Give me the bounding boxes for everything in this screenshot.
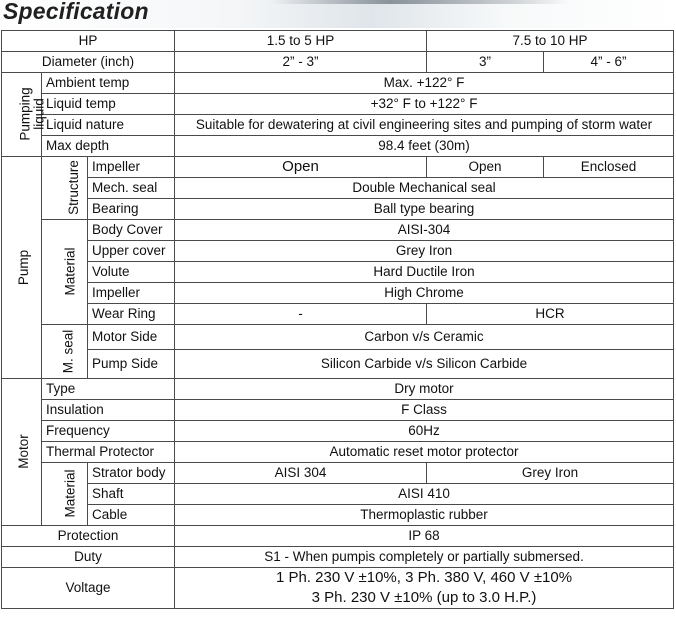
table-row	[2, 379, 674, 400]
liquid-temp-value: +32° F to +122° F	[175, 94, 674, 115]
hp-value-b: 7.5 to 10 HP	[427, 31, 674, 52]
impeller-type-value-a: Open	[175, 157, 427, 178]
impeller-type-value-b: Open	[427, 157, 544, 178]
body-cover-value: AISI-304	[175, 220, 674, 241]
mseal-label: M. seal	[60, 329, 76, 373]
frequency-label: Frequency	[42, 421, 175, 442]
table-row	[2, 52, 674, 73]
pump-label: Pump	[16, 249, 32, 285]
impeller-type-value-c: Enclosed	[544, 157, 674, 178]
impeller-material-value: High Chrome	[175, 283, 674, 304]
motor-type-value: Dry motor	[175, 379, 674, 400]
upper-cover-value: Grey Iron	[175, 241, 674, 262]
insulation-label: Insulation	[42, 400, 175, 421]
mech-seal-label: Mech. seal	[88, 178, 175, 199]
bearing-value: Ball type bearing	[175, 199, 674, 220]
duty-value: S1 - When pumpis completely or partially submersed.	[175, 547, 674, 568]
pumping-liquid-group-label	[2, 73, 47, 157]
hp-value-a: 1.5 to 5 HP	[175, 31, 427, 52]
strator-body-label: Strator body	[88, 463, 175, 484]
impeller-material-label: Impeller	[88, 283, 175, 304]
table-row	[2, 94, 674, 115]
table-row	[2, 220, 674, 241]
table-row	[2, 157, 674, 178]
pumping-liquid-label	[19, 87, 47, 140]
voltage-line-2: 3 Ph. 230 V ±10% (up to 3.0 H.P.)	[311, 589, 537, 606]
max-depth-value: 98.4 feet (30m)	[175, 136, 674, 157]
motor-material-label: Material	[62, 469, 78, 518]
liquid-nature-label: Liquid nature	[42, 115, 175, 136]
thermal-protector-label: Thermal Protector	[42, 442, 175, 463]
table-row	[2, 421, 674, 442]
table-row	[2, 442, 674, 463]
cable-value: Thermoplastic rubber	[175, 505, 674, 526]
table-row	[2, 31, 674, 52]
table-row	[2, 463, 674, 484]
strator-body-value-b: Grey Iron	[427, 463, 674, 484]
cable-label: Cable	[88, 505, 175, 526]
motor-group-label	[2, 379, 42, 526]
table-row	[2, 178, 674, 199]
protection-value: IP 68	[175, 526, 674, 547]
wear-ring-label: Wear Ring	[88, 304, 175, 325]
table-row	[2, 136, 674, 157]
pump-material-label: Material	[62, 247, 78, 296]
voltage-label: Voltage	[2, 568, 175, 609]
bearing-label: Bearing	[88, 199, 175, 220]
mech-seal-value: Double Mechanical seal	[175, 178, 674, 199]
table-row	[2, 505, 674, 526]
page-title: Specification	[3, 0, 149, 24]
impeller-type-label: Impeller	[88, 157, 175, 178]
liquid-nature-value: Suitable for dewatering at civil engineering sites and pumping of storm water	[175, 115, 674, 136]
strator-body-value-a: AISI 304	[175, 463, 427, 484]
hp-label: HP	[2, 31, 175, 52]
table-row	[2, 350, 674, 379]
motor-material-group-label	[42, 463, 88, 526]
frequency-value: 60Hz	[175, 421, 674, 442]
volute-label: Volute	[88, 262, 175, 283]
shaft-label: Shaft	[88, 484, 175, 505]
table-row	[2, 73, 674, 94]
duty-label: Duty	[2, 547, 175, 568]
table-row	[2, 526, 674, 547]
wear-ring-value-a: -	[175, 304, 427, 325]
structure-label: Structure	[65, 160, 81, 215]
motor-side-label: Motor Side	[88, 325, 175, 350]
pumping-liquid-label-line2: liquid	[31, 97, 47, 130]
pump-side-value: Silicon Carbide v/s Silicon Carbide	[175, 350, 674, 379]
body-cover-label: Body Cover	[88, 220, 175, 241]
diameter-label: Diameter (inch)	[2, 52, 175, 73]
table-row	[2, 484, 674, 505]
volute-value: Hard Ductile Iron	[175, 262, 674, 283]
voltage-line-1: 1 Ph. 230 V ±10%, 3 Ph. 380 V, 460 V ±10%	[275, 569, 573, 586]
spec-table	[1, 30, 674, 609]
table-row	[2, 547, 674, 568]
pumping-liquid-label-line1: Pumping	[17, 86, 33, 141]
header-streak	[270, 0, 570, 4]
protection-label: Protection	[2, 526, 175, 547]
diameter-value-b: 3”	[427, 52, 544, 73]
ambient-temp-label: Ambient temp	[42, 73, 175, 94]
table-row	[2, 325, 674, 350]
table-row	[2, 241, 674, 262]
shaft-value: AISI 410	[175, 484, 674, 505]
structure-group-label	[42, 157, 88, 220]
insulation-value: F Class	[175, 400, 674, 421]
motor-type-label: Type	[42, 379, 175, 400]
motor-label: Motor	[15, 434, 31, 469]
table-row	[2, 568, 674, 609]
ambient-temp-value: Max. +122° F	[175, 73, 674, 94]
header-banner	[0, 0, 676, 28]
wear-ring-value-b: HCR	[427, 304, 674, 325]
pump-material-group-label	[42, 220, 88, 325]
thermal-protector-value: Automatic reset motor protector	[175, 442, 674, 463]
table-row	[2, 283, 674, 304]
table-row	[2, 199, 674, 220]
pump-group-label	[2, 157, 42, 379]
motor-side-value: Carbon v/s Ceramic	[175, 325, 674, 350]
table-row	[2, 262, 674, 283]
diameter-value-c: 4” - 6”	[544, 52, 674, 73]
voltage-value	[175, 568, 674, 609]
pump-side-label: Pump Side	[88, 350, 175, 379]
diameter-value-a: 2” - 3”	[175, 52, 427, 73]
max-depth-label: Max depth	[42, 136, 175, 157]
table-row	[2, 115, 674, 136]
table-row	[2, 304, 674, 325]
mseal-group-label	[42, 325, 88, 379]
upper-cover-label: Upper cover	[88, 241, 175, 262]
liquid-temp-label: Liquid temp	[42, 94, 175, 115]
table-row	[2, 400, 674, 421]
